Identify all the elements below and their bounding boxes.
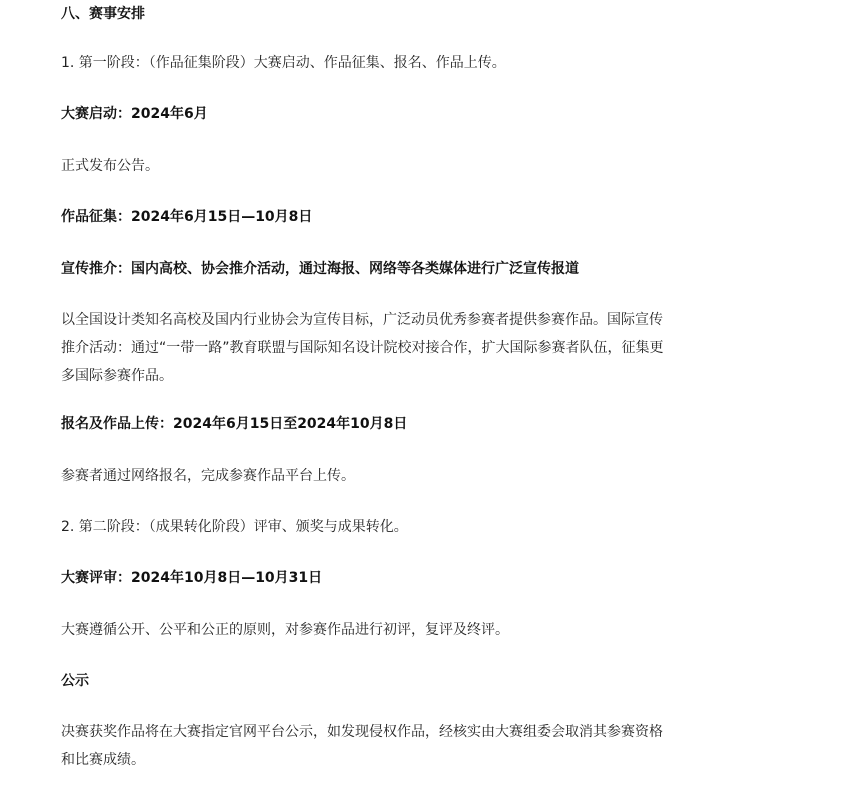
stage2-title: 2. 第二阶段：（成果转化阶段）评审、颁奖与成果转化。 [61,519,408,535]
launch-text: 正式发布公告。 [61,158,159,174]
promo-line-2: 推介活动：通过“一带一路”教育联盟与国际知名设计院校对接合作，扩大国际参赛者队伍，征集更 [61,340,664,356]
stage1-title: 1. 第一阶段：（作品征集阶段）大赛启动、作品征集、报名、作品上传。 [61,55,506,71]
registration-text: 参赛者通过网络报名，完成参赛作品平台上传。 [61,468,355,484]
promo-line-1: 以全国设计类知名高校及国内行业协会为宣传目标，广泛动员优秀参赛者提供参赛作品。国际宣传 [61,312,663,328]
promo-line-3: 多国际参赛作品。 [61,368,173,384]
section-heading: 八、赛事安排 [61,6,145,22]
review-label: 大赛评审：2024年10月8日—10月31日 [61,570,323,586]
review-text: 大赛遵循公开、公平和公正的原则，对参赛作品进行初评，复评及终评。 [61,622,509,638]
publicity-line-1: 决赛获奖作品将在大赛指定官网平台公示，如发现侵权作品，经核实由大赛组委会取消其参赛资格 [61,724,663,740]
promo-label: 宣传推介：国内高校、协会推介活动，通过海报、网络等各类媒体进行广泛宣传报道 [61,261,579,277]
collection-label: 作品征集：2024年6月15日—10月8日 [61,209,313,225]
registration-label: 报名及作品上传：2024年6月15日至2024年10月8日 [61,416,408,432]
publicity-label: 公示 [61,673,89,689]
publicity-line-2: 和比赛成绩。 [61,752,145,768]
launch-label: 大赛启动：2024年6月 [61,106,208,122]
